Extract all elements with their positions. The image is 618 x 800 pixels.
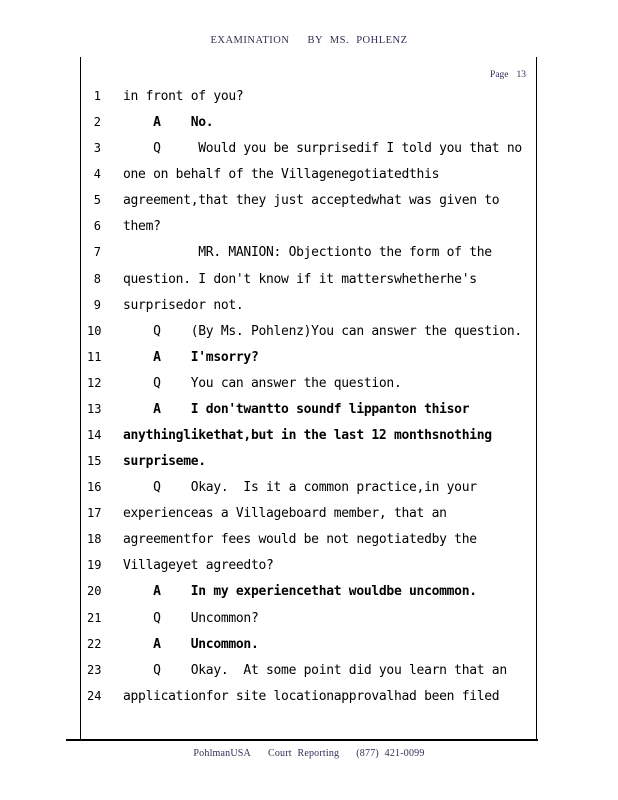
line-text: applicationfor site locationapprovalhad been filed [123, 688, 500, 704]
transcript-line [87, 213, 527, 239]
transcript-line [87, 500, 527, 526]
line-text: Q Uncommon? [123, 610, 259, 626]
line-number: 11 [87, 349, 102, 364]
transcript-line [87, 526, 527, 552]
line-text: surprisedor not. [123, 297, 244, 313]
page-number-label [490, 70, 526, 80]
line-text: question. I don't know if it matterswhetherhe's [123, 271, 477, 287]
line-number: 1 [93, 89, 101, 103]
line-number: 12 [87, 375, 102, 390]
line-number: 2 [93, 115, 101, 130]
line-number: 21 [87, 610, 102, 625]
line-text: A No. [123, 115, 214, 131]
examination-header [0, 35, 618, 46]
transcript-line [87, 344, 527, 370]
line-number: 10 [87, 323, 102, 338]
line-number: 7 [93, 245, 101, 260]
transcript-line [87, 396, 527, 422]
line-number: 8 [93, 271, 101, 286]
page-number: 13 [516, 70, 526, 80]
line-text: A Uncommon. [123, 636, 259, 652]
transcript-line [87, 239, 527, 265]
line-number: 3 [93, 141, 101, 156]
line-number: 13 [87, 401, 102, 416]
transcript-line [87, 605, 527, 631]
transcript-line [87, 187, 527, 213]
transcript-line [87, 552, 527, 578]
transcript-line [87, 292, 527, 318]
line-text: MR. MANION: Objectionto the form of the [123, 245, 492, 261]
line-number: 24 [87, 688, 102, 703]
line-number: 22 [87, 636, 102, 651]
transcript-line [87, 135, 527, 161]
line-text: in front of you? [123, 89, 244, 104]
transcript-line [87, 578, 527, 604]
line-number: 6 [93, 219, 101, 234]
transcript-line [87, 266, 527, 292]
transcript-line [87, 109, 527, 135]
footer-company: PohlmanUSA [193, 748, 251, 759]
line-text: agreementfor fees would be not negotiatedby the [123, 532, 477, 548]
transcript-box-bottom-rule [66, 739, 538, 741]
footer-service: Court Reporting [267, 748, 340, 759]
line-number: 20 [87, 584, 102, 599]
line-number: 16 [87, 480, 102, 495]
line-text: Q Okay. At some point did you learn that an [123, 662, 507, 678]
reporter-footer [0, 748, 618, 759]
transcript-line [87, 370, 527, 396]
line-text: one on behalf of the Villagenegotiatedthis [123, 167, 440, 183]
line-number: 19 [87, 558, 102, 573]
line-number: 23 [87, 662, 102, 677]
line-text: A I'msorry? [123, 349, 259, 365]
line-text: Q Okay. Is it a common practice,in your [123, 480, 477, 496]
line-text: anythinglikethat,but in the last 12 monthsnothing [123, 428, 492, 444]
line-number: 5 [93, 193, 101, 208]
line-text: Q Would you be surprisedif I told you that no [123, 141, 522, 157]
line-number: 9 [93, 297, 101, 312]
line-text: A In my experiencethat wouldbe uncommon. [123, 584, 477, 600]
page-word: Page [490, 70, 509, 80]
line-text: surpriseme. [123, 454, 206, 470]
footer-phone: (877) 421-0099 [356, 748, 425, 759]
line-text: Villageyet agreedto? [123, 558, 274, 574]
line-text: Q You can answer the question. [123, 375, 402, 391]
transcript-line [87, 161, 527, 187]
transcript-line [87, 657, 527, 683]
transcript-line [87, 318, 527, 344]
transcript-line [87, 83, 527, 109]
transcript-line [87, 474, 527, 500]
line-number: 15 [87, 454, 102, 469]
transcript-lines [87, 83, 527, 709]
line-text: them? [123, 219, 161, 235]
header-by-label: BY MS. POHLENZ [307, 35, 408, 46]
line-text: A I don'twantto soundf lippanton thisor [123, 401, 470, 417]
line-text: experienceas a Villageboard member, that an [123, 506, 447, 522]
transcript-line [87, 422, 527, 448]
line-number: 18 [87, 532, 102, 547]
line-number: 4 [93, 167, 101, 182]
line-number: 14 [87, 428, 102, 443]
line-number: 17 [87, 506, 102, 521]
line-text: agreement,that they just acceptedwhat was given to [123, 193, 500, 209]
transcript-line [87, 683, 527, 709]
header-examination-label: EXAMINATION [210, 35, 290, 46]
line-text: Q (By Ms. Pohlenz)You can answer the question. [123, 323, 522, 339]
transcript-line [87, 631, 527, 657]
transcript-line [87, 448, 527, 474]
